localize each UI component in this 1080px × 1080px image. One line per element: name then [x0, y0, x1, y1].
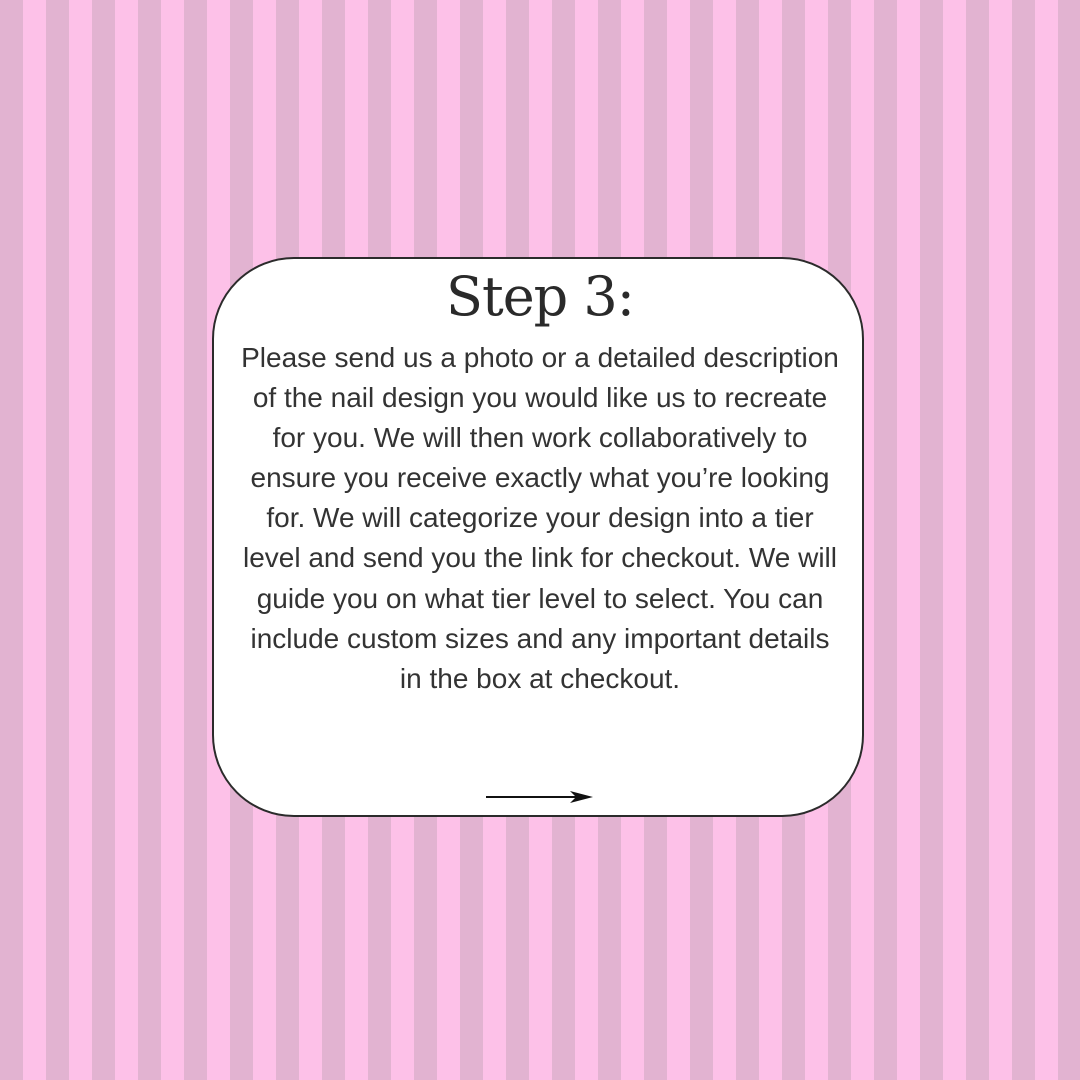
step-title: Step 3: — [446, 265, 634, 328]
arrow-right-icon — [486, 789, 594, 805]
step-description: Please send us a photo or a detailed description of the nail design you would like us to recreate for you. We will then work collaboratively to ensure you receive exactly what you’re looking for. We will categorize your design into a tier level and send you the link for checkout. We will guide you on what tier level to select. You can include custom sizes and any important details in the box at checkout. — [241, 342, 839, 694]
